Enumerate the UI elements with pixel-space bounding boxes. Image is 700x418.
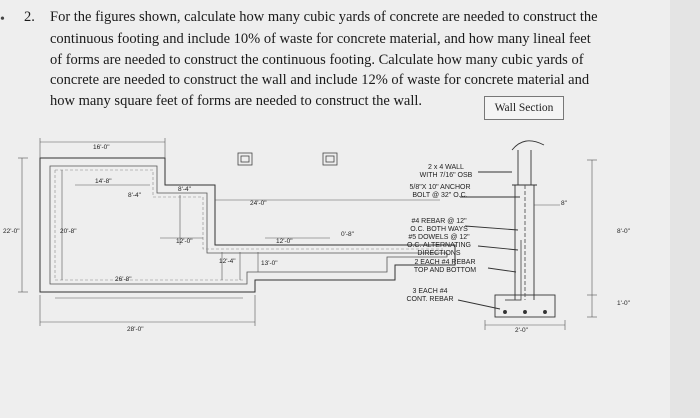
dim-left-inner: 20'-8" — [60, 228, 77, 235]
note-top-bottom-1: 2 EACH #4 REBAR — [414, 259, 476, 266]
dim-wall-height: 8'-0" — [617, 228, 630, 235]
note-anchor-2: BOLT @ 32" O.C. — [412, 192, 468, 199]
wall-section-button[interactable]: Wall Section — [484, 96, 564, 120]
note-rebar-2: O.C. BOTH WAYS — [410, 226, 468, 233]
note-cont-rebar-1: 3 EACH #4 — [412, 288, 448, 295]
plan-symbols — [238, 153, 337, 165]
dim-middle: 24'-0" — [250, 200, 267, 207]
dim-wall-thickness: 8" — [561, 200, 567, 207]
note-wall-sheathing-1: 2 x 4 WALL — [428, 164, 464, 171]
dim-right-gap: 0'-8" — [341, 231, 354, 238]
dim-bottom-outer: 28'-0" — [127, 326, 144, 333]
dim-bottom-inner: 26'-8" — [115, 276, 132, 283]
dim-notch-a: 8'-4" — [128, 192, 141, 199]
note-anchor-1: 5/8"X 10" ANCHOR — [409, 184, 471, 191]
note-anchor — [397, 184, 483, 200]
question-line-5: how many square feet of forms are needed to construct the wall. — [50, 93, 423, 109]
bullet-icon: • — [0, 12, 5, 27]
note-top-bottom-2: TOP AND BOTTOM — [413, 267, 477, 274]
note-cont-rebar — [400, 288, 460, 304]
question-line-1: For the figures shown, calculate how many cubic yards of concrete are needed to construct the — [50, 9, 598, 25]
note-dowels-3: DIRECTIONS — [417, 250, 461, 257]
note-dowels-2: O.C. ALTERNATING — [407, 242, 471, 249]
note-rebar-1: #4 REBAR @ 12" — [411, 218, 467, 225]
dim-mid-12-a: 12'-0" — [176, 238, 193, 245]
dim-mid-12-b: 12'-0" — [276, 238, 293, 245]
dim-footing-depth: 1'-0" — [617, 300, 630, 307]
dim-left-outer: 22'-0" — [3, 228, 20, 235]
dim-notch-b: 8'-4" — [178, 186, 191, 193]
note-top-bottom — [400, 259, 490, 275]
dim-top: 16'-0" — [93, 144, 110, 151]
note-dowels-1: #5 DOWELS @ 12" — [408, 234, 470, 241]
question-line-2: continuous footing and include 10% of waste for concrete material, and how many lineal feet — [50, 31, 591, 47]
note-wall-sheathing-2: WITH 7/16" OSB — [419, 172, 473, 179]
dim-mid-12-4: 12'-4" — [219, 258, 236, 265]
note-cont-rebar-2: CONT. REBAR — [406, 296, 454, 303]
note-rebar — [396, 218, 482, 234]
note-wall-sheathing — [405, 164, 487, 180]
section-dimension-lines — [485, 160, 597, 330]
question-line-4: concrete are needed to construct the wall and include 12% of waste for concrete material and — [50, 72, 590, 88]
question-line-3: of forms are needed to construct the continuous footing. Calculate how many cubic yards of — [50, 52, 584, 68]
question-number: 2. — [24, 9, 35, 25]
dim-footing-width: 2'-0" — [515, 327, 528, 334]
note-dowels — [396, 234, 482, 258]
dim-inner-top: 14'-8" — [95, 178, 112, 185]
dim-mid-13: 13'-0" — [261, 260, 278, 267]
